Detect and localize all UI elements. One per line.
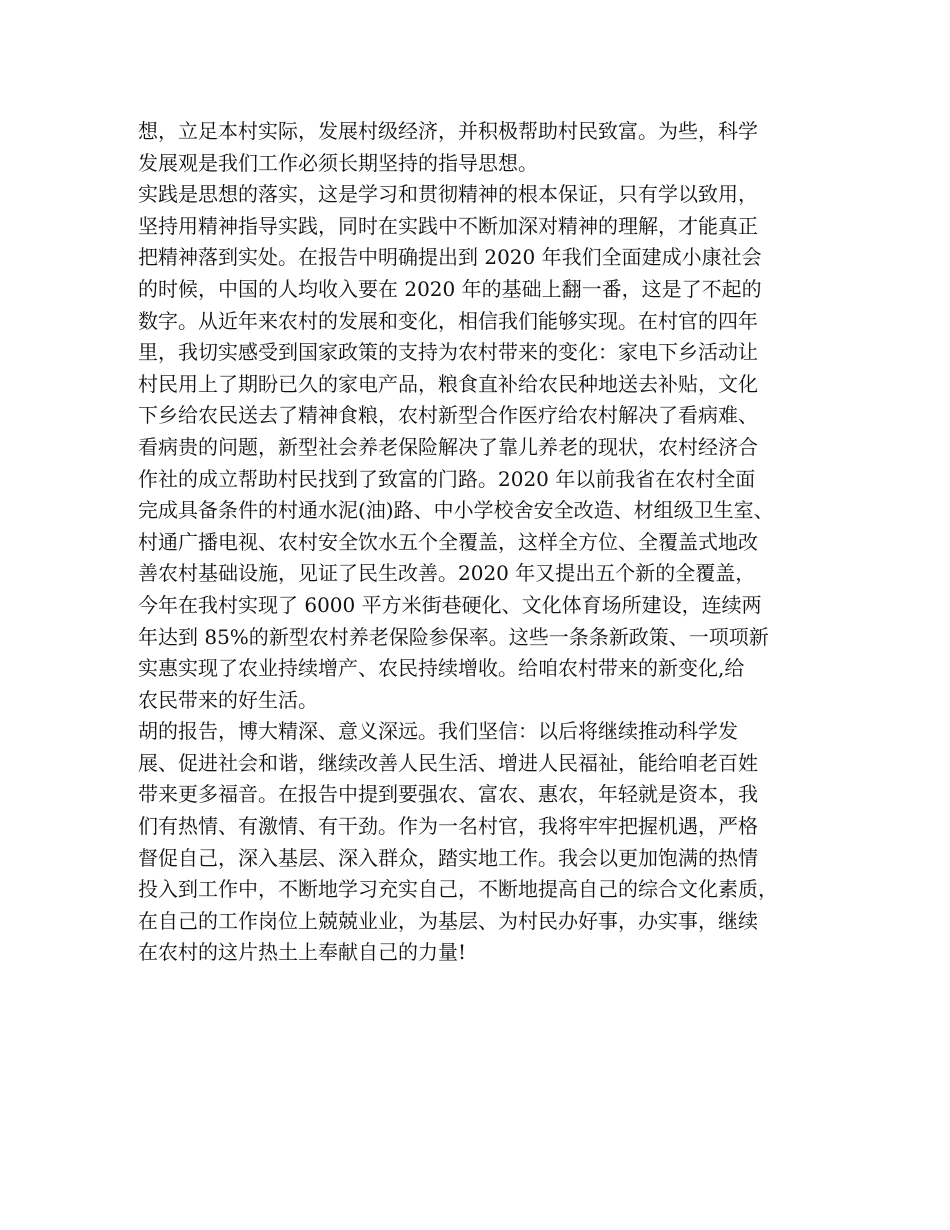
- text-line: 完成具备条件的村通水泥(油)路、中小学校舍安全改造、材组级卫生室、: [138, 498, 774, 523]
- text-line: 里，我切实感受到国家政策的支持为农村带来的变化：家电下乡活动让: [138, 340, 758, 365]
- text-line: 村通广播电视、农村安全饮水五个全覆盖，这样全方位、全覆盖式地改: [138, 529, 758, 554]
- text-line: 投入到工作中，不断地学习充实自己，不断地提高自己的综合文化素质，: [138, 877, 778, 902]
- text-line: 年达到 85%的新型农村养老保险参保率。这些一条条新政策、一项项新: [138, 624, 769, 649]
- text-line: 数字。从近年来农村的发展和变化，相信我们能够实现。在村官的四年: [138, 308, 758, 333]
- text-line: 实惠实现了农业持续增产、农民持续增收。给咱农村带来的新变化,给: [138, 656, 745, 681]
- text-line: 在农村的这片热土上奉献自己的力量!: [138, 940, 467, 965]
- text-line: 看病贵的问题，新型社会养老保险解决了靠儿养老的现状，农村经济合: [138, 434, 758, 459]
- text-line: 坚持用精神指导实践，同时在实践中不断加深对精神的理解，才能真正: [138, 213, 758, 238]
- document-body: [138, 116, 828, 969]
- text-line: 带来更多福音。在报告中提到要强农、富农、惠农，年轻就是资本，我: [138, 782, 758, 807]
- text-line: 发展观是我们工作必须长期坚持的指导思想。: [138, 150, 538, 175]
- text-line: 村民用上了期盼已久的家电产品，粮食直补给农民种地送去补贴，文化: [138, 371, 758, 396]
- text-line: 善农村基础设施，见证了民生改善。2020 年又提出五个新的全覆盖，: [138, 561, 756, 586]
- text-line: 展、促进社会和谐，继续改善人民生活、增进人民福祉，能给咱老百姓: [138, 750, 758, 775]
- text-line: 今年在我村实现了 6000 平方米街巷硬化、文化体育场所建设，连续两: [138, 592, 762, 617]
- text-line: 下乡给农民送去了精神食粮，农村新型合作医疗给农村解决了看病难、: [138, 403, 758, 428]
- text-line: 在自己的工作岗位上兢兢业业，为基层、为村民办好事，办实事，继续: [138, 908, 758, 933]
- text-line: 胡的报告，博大精深、意义深远。我们坚信：以后将继续推动科学发: [138, 719, 738, 744]
- text-line: 督促自己，深入基层、深入群众，踏实地工作。我会以更加饱满的热情: [138, 845, 758, 870]
- text-line: 想，立足本村实际，发展村级经济，并积极帮助村民致富。为些，科学: [138, 119, 758, 143]
- text-line: 作社的成立帮助村民找到了致富的门路。2020 年以前我省在农村全面: [138, 466, 756, 491]
- text-line: 们有热情、有激情、有干劲。作为一名村官，我将牢牢把握机遇，严格: [138, 814, 758, 839]
- text-line: 实践是思想的落实，这是学习和贯彻精神的根本保证，只有学以致用，: [138, 182, 758, 207]
- text-line: 把精神落到实处。在报告中明确提出到 2020 年我们全面建成小康社会: [138, 245, 762, 270]
- text-line: 农民带来的好生活。: [138, 687, 318, 712]
- text-line: 的时候，中国的人均收入要在 2020 年的基础上翻一番，这是了不起的: [138, 276, 762, 301]
